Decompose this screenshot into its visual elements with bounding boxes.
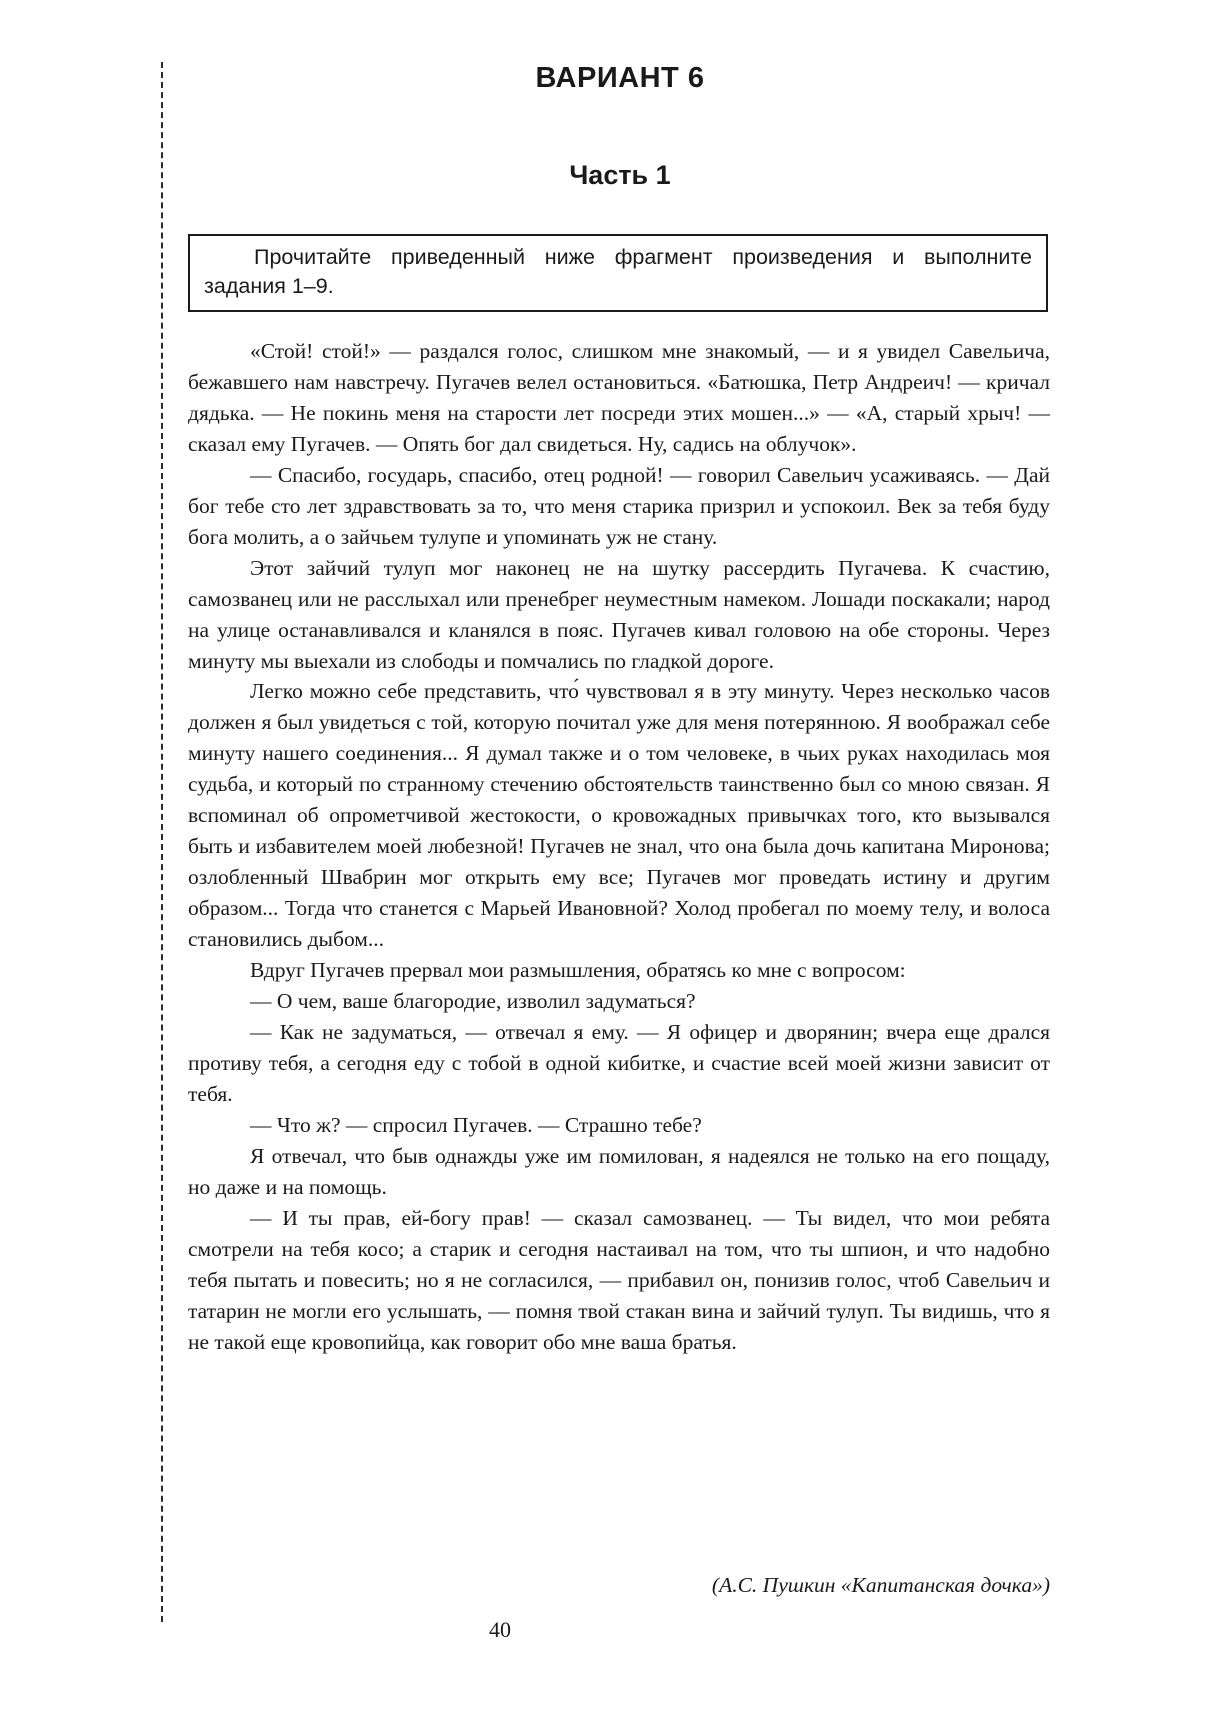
instruction-box: Прочитайте приведенный ниже фрагмент произведения и выполните задания 1–9. [188, 234, 1048, 312]
literary-excerpt [188, 336, 1050, 1357]
source-attribution: (А.С. Пушкин «Капитанская дочка») [711, 1573, 1050, 1597]
paragraph: — И ты прав, ей-богу прав! — сказал самозванец. — Ты видел, что мои ребята смотрели на тебя косо; а старик и сегодня настаивал на том, что ты шпион, и что надобно тебя пытать и повесить; но я не согласился, — прибавил он, понизив голос, чтоб Савельич и татарин не могли его услышать, — помня твой стакан вина и зайчий тулуп. Ты видишь, что я не такой еще кровопийца, как говорит обо мне ваша братья. [188, 1205, 1050, 1354]
paragraph: — Как не задуматься, — отвечал я ему. — Я офицер и дворянин; вчера еще дрался противу тебя, а сегодня еду с тобой в одной кибитке, и счастие всей моей жизни зависит от тебя. [188, 1019, 1050, 1106]
paragraph: — О чем, ваше благородие, изволил задуматься? [250, 989, 696, 1014]
paragraph: Я отвечал, что быв однажды уже им помилован, я надеялся не только на его пощаду, но даже и на помощь. [188, 1143, 1050, 1199]
part-title: Часть 1 [569, 160, 671, 190]
paragraph: «Стой! стой!» — раздался голос, слишком мне знакомый, — и я увидел Савельича, бежавшего нам навстречу. Пугачев велел остановиться. «Батюшка, Петр Андреич! — кричал дядька. — Не покинь меня на старости лет посреди этих мошен...» — «А, старый хрыч! — сказал ему Пугачев. — Опять бог дал свидеться. Ну, садись на облучок». [188, 339, 1050, 456]
paragraph: — Что ж? — спросил Пугачев. — Страшно тебе? [250, 1112, 702, 1137]
cut-line [161, 62, 163, 1622]
paragraph: Вдруг Пугачев прервал мои размышления, обратясь ко мне с вопросом: [250, 958, 906, 983]
paragraph: Легко можно себе представить, что́ чувствовал я в эту минуту. Через несколько часов должен я был увидеться с той, которую почитал уже для меня потерянною. Я воображал себе минуту нашего соединения... Я думал также и о том человеке, в чьих руках находилась моя судьба, и который по странному стечению обстоятельств таинственно был со мною связан. Я вспоминал об опрометчивой жестокости, о кровожадных привычках того, кто вызывался быть и избавителем моей любезной! Пугачев не знал, что она была дочь капитана Миронова; озлобленный Швабрин мог открыть ему все; Пугачев мог проведать истину и другим образом... Тогда что станется с Марьей Ивановной? Холод пробегал по моему телу, и волоса становились дыбом... [188, 679, 1050, 952]
paragraph: Этот зайчий тулуп мог наконец не на шутку рассердить Пугачева. К счастию, самозванец или не расслыхал или пренебрег неуместным намеком. Лошади поскакали; народ на улице останавливался и кланялся в пояс. Пугачев кивал головою на обе стороны. Через минуту мы выехали из слободы и помчались по гладкой дороге. [188, 555, 1050, 673]
paragraph: — Спасибо, государь, спасибо, отец родной! — говорил Савельич усаживаясь. — Дай бог тебе сто лет здравствовать за то, что меня старика призрил и успокоил. Век за тебя буду бога молить, а о зайчьем тулупе и упоминать уж не стану. [188, 462, 1050, 549]
page-number: 40 [489, 1617, 511, 1642]
variant-title: ВАРИАНТ 6 [535, 62, 705, 94]
